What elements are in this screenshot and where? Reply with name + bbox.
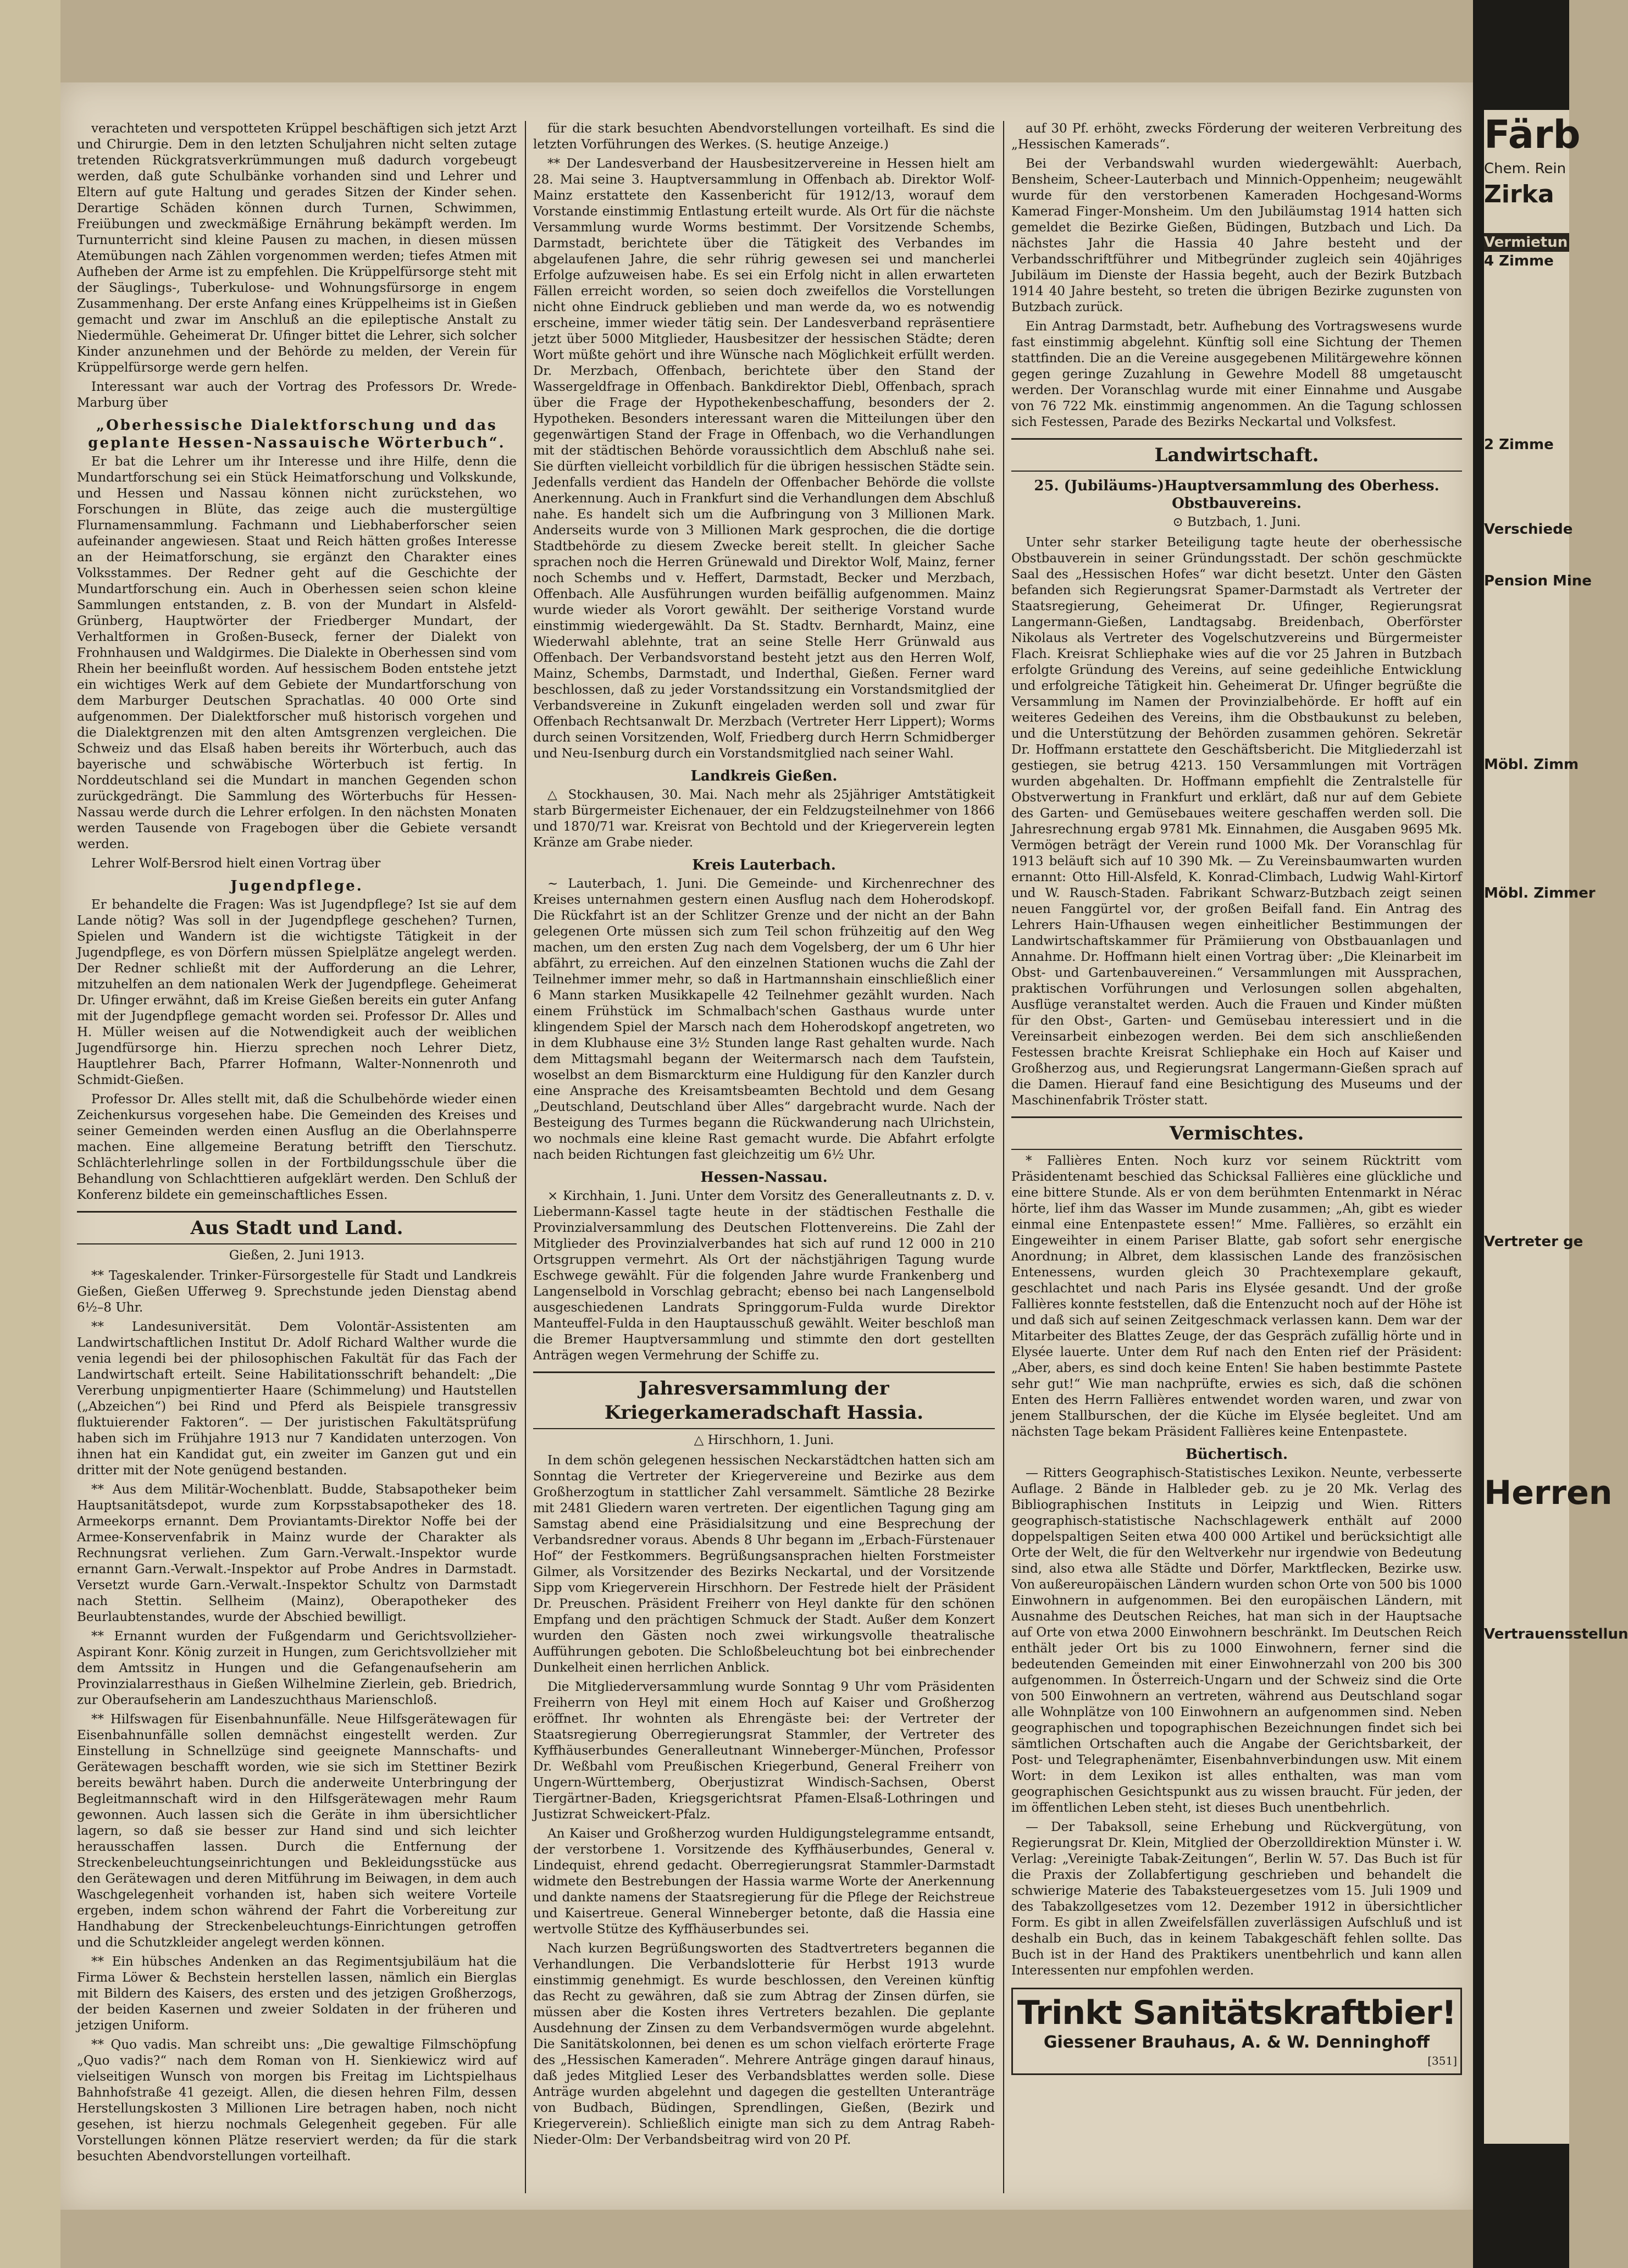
paragraph: * Fallières Enten. Noch kurz vor seinem Rücktritt vom Präsidentenamt beschied das Schicksal Fallières eine glückliche und eine bittere Stunde. Als er von dem berühmten Entenmarkt in Nérac hörte, lief ihm das Wasser im Munde zusammen; „Ah, gibt es wieder einmal eine Entenpastete essen!“ Mme. Fallières, so erzählt ein Eingeweihter in einem Pariser Blatte, gab sofort sehr energische Anordnung; in Albret, dem klassischen Lande des französischen Entenessens, wurden gleich 30 Prachtexemplare gekauft, geschlachtet und nach Paris ins Elysée gesandt. Und der große Fallières konnte feststellen, daß die Entenzucht noch auf der Höhe ist und daß sich auf seinen Zeitgeschmack verlassen kann. Dem war der Mitarbeiter des Blattes Zeuge, der das Gespräch zufällig hörte und in Elysée lauerte. Unter dem Ruf nach den Enten rief der Präsident: „Aber, abers, es sind doch keine Enten! Sie haben bestimmte Pastete sehr gut!“ Wie man nachprüfte, erwies es sich, daß die schönen Enten des Herrn Fallières entwendet worden waren, und zwar von jenem Stallburschen, der die Küche im Elysée begleitet. Und am nächsten Tage bekam Präsident Fallières keine Entenpastete.	[1011, 1154, 1462, 1439]
paragraph: Bei der Verbandswahl wurden wiedergewählt: Auerbach, Bensheim, Scheer-Lauterbach und Minnich-Oppenheim; neugewählt wurde für den verstorbenen Kameraden Hochgesand-Worms Kamerad Finger-Monsheim. Um den Jubiläumstag 1914 hatten sich gemeldet die Bezirke Gießen, Büdingen, Butzbach und Lich. Da nächstes Jahr die Hassia 40 Jahre besteht und der Verbandsschriftführer und Mitbegründer zugleich sein 40jähriges Jubiläum im Dienste der Hassia begeht, auch der Bezirk Butzbach 1914 40 Jahre besteht, so treten die übrigen Bezirke zugunsten von Butzbach zurück.	[1011, 157, 1462, 314]
paragraph: auf 30 Pf. erhöht, zwecks Förderung der weiteren Verbreitung des „Hessischen Kamerads“.	[1011, 121, 1462, 152]
topic-title: Jugendpflege.	[230, 878, 363, 894]
section-heading: Jahresversammlung der Kriegerkameradschaft Hassia.	[533, 1371, 995, 1429]
fragment-line: Färb	[1484, 112, 1581, 157]
next-page-fragment	[1484, 110, 1628, 2144]
column-1	[77, 121, 517, 2199]
fragment-line: Vertreter ge	[1484, 1233, 1583, 1250]
paragraph: Professor Dr. Alles stellt mit, daß die Schulbehörde wieder einen Zeichenkursus vorgesehen habe. Die Gemeinden des Kreises und seiner Gemeinden werden einen Ausflug an die Oberlahnsperre machen. Eine allgemeine Beratung betrifft den Tierschutz. Schlächterlehrlinge sollen in der Fortbildungsschule über die Behandlung von Schlachttieren aufgeklärt werden. Den Schluß der Konferenz bildete ein gemeinschaftliches Essen.	[77, 1092, 517, 1202]
paragraph: Interessant war auch der Vortrag des Professors Dr. Wrede-Marburg über	[77, 380, 517, 410]
fragment-line: Vermietun	[1484, 233, 1569, 252]
fragment-line: Vertrauensstellun	[1484, 1626, 1628, 1642]
fragment-line: Pension Mine	[1484, 573, 1592, 589]
paragraph: ** Tageskalender. Trinker-Fürsorgestelle für Stadt und Landkreis Gießen, Gießen Ufferweg 9. Sprechstunde jeden Dienstag abend 6½–8 Uhr.	[77, 1269, 517, 1315]
paragraph: — Ritters Geographisch-Statistisches Lexikon. Neunte, verbesserte Auflage. 2 Bände in Halbleder geb. zu je 20 Mk. Verlag des Bibliographischen Instituts in Leipzig und Wien. Ritters geographisch-statistische Nachschlagewerk enthält auf 2000 doppelspaltigen Seiten etwa 400 000 Artikel und berücksichtigt alle Orte der Welt, die für den Weltverkehr nur irgendwie von Bedeutung sind, also etwa alle Städte und Dörfer, Marktflecken, Bezirke usw. Von außereuropäischen Ländern wurden schon Orte von 500 bis 1000 Einwohnern in aufgenommen. Bei den europäischen Ländern, mit Ausnahme des Deutschen Reiches, hat man sich in der Hauptsache auf Orte von etwa 2000 Einwohnern beschränkt. Im Deutschen Reich enthält jeder Ort bis zu 1000 Einwohnern, ferner sind die bedeutenden Gemeinden mit einer Einwohnerzahl von 200 bis 300 aufgenommen. In Österreich-Ungarn und der Schweiz sind die Orte von 500 Einwohnern an vertreten, während aus Deutschland sogar alle Wohnplätze von 100 Einwohnern an aufgenommen sind. Neben geographischen und topographischen Bezeichnungen findet sich bei sämtlichen Ortschaften auch die Angabe der Gerichtsbarkeit, der Post- und Telegraphenämter, Eisenbahnverbindungen usw. Mit einem Wort: in dem Lexikon ist alles enthalten, was man vom geographischen Gesichtspunkt aus zu wissen braucht. Für jeden, der im öffentlichen Leben steht, ist dieses Buch unentbehrlich.	[1011, 1466, 1462, 1815]
region-heading: Landkreis Gießen.	[690, 768, 838, 784]
fragment-line: Möbl. Zimm	[1484, 756, 1579, 773]
paragraph: An Kaiser und Großherzog wurden Huldigungstelegramme entsandt, der verstorbene 1. Vorsitzende des Kyffhäuserbundes, General v. Lindequist, ehrend gedacht. Oberregierungsrat Stammler-Darmstadt widmete den Bestrebungen der Hassia warme Worte der Anerkennung und dankte namens der Staatsregierung für die Pflege der Reichstreue und Kaisertreue. General Winneberger betonte, daß die Hassia eine wertvolle Stütze des Kyffhäuserbundes sei.	[533, 1827, 995, 1937]
fragment-line: Möbl. Zimmer	[1484, 885, 1596, 901]
fragment-line: 4 Zimme	[1484, 253, 1554, 269]
paragraph: Er behandelte die Fragen: Was ist Jugendpflege? Ist sie auf dem Lande nötig? Was soll in der Jugendpflege geschehen? Turnen, Spielen und Wandern ist die wichtigste Tätigkeit in der Jugendpflege, es von Dörfern müssen Spielplätze angelegt werden. Der Redner schließt mit der Aufforderung an die Lehrer, mitzuhelfen an dem nationalen Werk der Jugendpflege. Geheimerat Dr. Ufinger erwähnt, daß im Kreise Gießen bereits ein guter Anfang mit der Jugendpflege gemacht worden sei. Professor Dr. Alles und H. Müller weisen auf die Notwendigkeit auch der weiblichen Jugendfürsorge hin. Hierzu sprechen noch Lehrer Dietz, Hauptlehrer Bach, Pfarrer Hofmann, Walter-Nonnenroth und Schmidt-Gießen.	[77, 898, 517, 1087]
paragraph: Unter sehr starker Beteiligung tagte heute der oberhessische Obstbauverein in seiner Gründungsstadt. Der schön geschmückte Saal des „Hessischen Hofes“ war dicht besetzt. Unter den Gästen befanden sich Regierungsrat Spamer-Darmstadt als Vertreter der Staatsregierung, Geheimerat Dr. Ufinger, Regierungsrat Langermann-Gießen, Landtagsabg. Breidenbach, Oberförster Nikolaus als Vertreter des Vogelschutzvereins und Bürgermeister Flach. Kreisrat Schliephake wies auf die vor 25 Jahren in Butzbach erfolgte Gründung des Vereins, auf seine gedeihliche Entwicklung und erfolgreiche Tätigkeit hin. Geheimerat Dr. Ufinger begrüßte die Versammlung im Namen der Provinzialbehörde. Er hofft auf ein weiteres Gedeihen des Vereins, ihm die Obstbaukunst zu beleben, und die Unterstützung der Behörden zusammen gehören. Sekretär Dr. Hoffmann erstattete den Geschäftsbericht. Die Mitgliederzahl ist gestiegen, sie betrug 4213. 150 Versammlungen mit Vorträgen wurden abgehalten. Dr. Hoffmann empfiehlt die Zentralstelle für Obstverwertung in Frankfurt und erklärt, daß nur auf dem Gebiete des Garten- und Gemüsebaues weitere geschaffen werden soll. Die Jahresrechnung ergab 9781 Mk. Einnahmen, die Ausgaben 9695 Mk. Vermögen beträgt der Verein rund 1000 Mk. Der Voranschlag für 1913 beläuft sich auf 10 390 Mk. — Zu Vereinsbaumwarten wurden ernannt: Otto Hill-Alsfeld, K. Konrad-Climbach, Ludwig Wahl-Kirtorf und W. Rausch-Staden. Fabrikant Schwarz-Butzbach zeigt seinen neuen Fanggürtel vor, der großen Beifall fand. Ein Antrag des Lehrers Hain-Ufhausen wegen einheitlicher Bestimmungen der Landwirtschaftskammer für Prämiierung von Obstbauanlagen und Annahme. Dr. Hoffmann hielt einen Vortrag über: „Die Kleinarbeit im Obst- und Gartenbauvereinen.“ Versammlungen mit Aussprachen, praktischen Vorführungen und Verlosungen sollen abgehalten, Ausflüge veranstaltet werden. Auch die Frauen und Kinder müßten für den Obst-, Garten- und Gemüsebau interessiert und in die Vereinsarbeit einbezogen werden. Bei dem sich anschließenden Festessen brachte Kreisrat Schliephake ein Hoch auf Kaiser und Großherzog aus, und Regierungsrat Langermann-Gießen sprach auf die Damen. Hierauf fand eine Besichtigung des Museums und der Maschinenfabrik Tröster statt.	[1011, 535, 1462, 1108]
paragraph: ** Ein hübsches Andenken an das Regimentsjubiläum hat die Firma Löwer & Bechstein herstellen lassen, nämlich ein Bierglas mit Bildern des Kaisers, des ersten und des jetzigen Großherzogs, der beiden Kasernen und zweier Soldaten in der früheren und jetzigen Uniform.	[77, 1955, 517, 2033]
section-heading: Vermischtes.	[1011, 1116, 1462, 1150]
paragraph: Er bat die Lehrer um ihr Interesse und ihre Hilfe, denn die Mundartforschung sei ein Stück Heimatforschung und Volkskunde, und Hessen und Nassau können nicht zurückstehen, wo Forschungen in Blüte, das zeige auch die mustergültige Flurnamensammlung. Fachmann und Liebhaberforscher seien aufeinander angewiesen. Staat und Reich hätten großes Interesse an der Heimatforschung, sie ergänzt den Charakter eines Volksstammes. Der Redner geht auf die Geschichte der Mundartforschung ein. Auch in Oberhessen seien schon kleine Sammlungen entstanden, z. B. von der Mundart in Alsfeld-Grünberg, Hauptwörter der Friedberger Mundart, der Verhaltformen in Großen-Buseck, ferner der Dialekt von Frohnhausen und Waldgirmes. Die Dialekte in Oberhessen sind vom Rhein her beeinflußt worden. Auf hessischem Boden entstehe jetzt ein wichtiges Werk auf dem Gebiete der Mundartforschung von dem Marburger Deutschen Sprachatlas. 40 000 Orte sind aufgenommen. Der Dialektforscher muß historisch vorgehen und die Dialektgrenzen mit den alten Amtsgrenzen vergleichen. Die Schweiz und das Elsaß haben bereits ihr Wörterbuch, auch das bayerische und schwäbische Wörterbuch ist fertig. In Norddeutschland sei die Mundart in manchen Gegenden schon zurückgedrängt. Die Sammlung des Wörterbuchs für Hessen-Nassau werde durch die Lehrer erfolgen. In den nächsten Monaten werden Tausende von Fragebogen über die Gebiete versandt werden.	[77, 455, 517, 851]
paragraph: × Kirchhain, 1. Juni. Unter dem Vorsitz des Generalleutnants z. D. v. Liebermann-Kassel tagte heute in der städtischen Festhalle die Provinzialversammlung des Deutschen Flottenvereins. Die Zahl der Mitglieder des Provinzialverbandes hat sich auf rund 12 000 in 210 Ortsgruppen vermehrt. Als Ort der nächstjährigen Tagung wurde Eschwege gewählt. Für die folgenden Jahre wurde Frankenberg und Langenselbold in Vorschlag gebracht; ebenso bei nach Langenselbold ausgeschiedenen Landrats Springgorum-Fulda wurde Direktor Manteuffel-Fulda in den Hauptausschuß gewählt. Weiter beschloß man die Bremer Hauptversammlung und stimmte den dort gestellten Anträgen wegen Vermehrung der Schiffe zu.	[533, 1189, 995, 1363]
paragraph: Nach kurzen Begrüßungsworten des Stadtvertreters begannen die Verhandlungen. Die Verbandslotterie für Herbst 1913 wurde einstimmig genehmigt. Es wurde beschlossen, den Vereinen künftig das Recht zu gewähren, daß sie zum Abtrag der Zinsen dürfen, sie müssen aber die Kosten ihres Vertreters bezahlen. Die geplante Ausdehnung der Zinsen zu dem Verbandsvermögen wurde abgelehnt. Die Sanitätskolonnen, bei denen es um schon vielfach erörterte Frage des „Hessischen Kameraden“. Mehrere Anträge gingen darauf hinaus, daß jedes Mitglied Leser des Verbandsblattes werden solle. Diese Anträge wurden abgelehnt und dagegen die gestellten Unteranträge von Budbach, Büdingen, Sprendlingen, Gießen, (Bezirk und Kriegerverein). Schließlich einigte man sich zu dem Antrag Rabeh-Nieder-Olm: Der Verbandsbeitrag wird von 20 Pf.	[533, 1941, 995, 2147]
section-subheading: Büchertisch.	[1185, 1446, 1288, 1463]
paragraph: ** Landesuniversität. Dem Volontär-Assistenten am Landwirtschaftlichen Institut Dr. Adolf Richard Walther wurde die venia legendi bei der philosophischen Fakultät für das Fach der Landwirtschaft erteilt. Seine Habilitationsschrift behandelt: „Die Vererbung unpigmentierter Haare (Schimmelung) und Hautstellen („Abzeichen“) bei Rind und Pferd als Beispiele transgressiv fluktuierender Faktoren“. — Der juristischen Fakultätsprüfung haben sich im Frühjahre 1913 nur 7 Kandidaten unterzogen. Von ihnen hat ein Kandidat gut, ein zweiter im Ganzen gut und ein dritter mit der Note genügend bestanden.	[77, 1320, 517, 1478]
topic-title: „Oberhessische Dialektforschung und das geplante Hessen-Nassauische Wörterbuch“.	[88, 417, 506, 451]
newspaper-page	[60, 82, 1473, 2210]
column-2	[533, 121, 995, 2199]
ad-brewery: Giessener Brauhaus, A. & W. Denninghoff	[1043, 2033, 1430, 2052]
column-rule	[525, 121, 526, 2193]
fragment-line: Verschiede	[1484, 521, 1573, 538]
paragraph: ** Der Landesverband der Hausbesitzervereine in Hessen hielt am 28. Mai seine 3. Hauptversammlung in Offenbach ab. Direktor Wolf-Mainz erstattete den Kassenbericht für 1912/13, worauf dem Vorstande einstimmig Entlastung erteilt wurde. Als Ort für die nächste Versammlung wurde Worms bestimmt. Der Vorsitzende Schembs, Darmstadt, berichtete über die Tätigkeit des Verbandes im abgelaufenen Jahre, die sehr rührig gewesen sei und mancherlei Erfolge aufzuweisen habe. Es sei ein Erfolg nicht in allen erwarteten Fällen erreicht worden, so seien doch zweifellos die Vorstellungen nicht ohne Eindruck geblieben und man werde da, wo es notwendig erscheine, immer wieder tätig sein. Der Landesverband repräsentiere jetzt über 5000 Mitglieder, Hausbesitzer der hessischen Städte; deren Wort müßte gehört und ihre Wünsche nach Möglichkeit erfüllt werden. Dr. Merzbach, Offenbach, berichtete über den Stand der Wassergeldfrage in Offenbach. Bankdirektor Diebl, Offenbach, sprach über die Frage der Hypothekenbeschaffung, besonders der 2. Hypotheken. Besonders interessant waren die Mitteilungen über den gegenwärtigen Stand der Frage in Offenbach, wo die Verhandlungen mit der städtischen Behörde voraussichtlich dem Abschluß nahe sei. Sie dürften vielleicht vorbildlich für die übrigen hessischen Städte sein. Jedenfalls verdient das Handeln der Offenbacher Behörde die vollste Anerkennung. Auch in Frankfurt sind die Verhandlungen dem Abschluß nahe. Es handelt sich um die Aufbringung von 3 Millionen Mark. Anderseits wurde von 3 Millionen Mark gesprochen, die die dortige Stadtbehörde zu diesem Zwecke bereit stellt. In gleicher Sache sprachen noch die Herren Grünewald und Direktor Wolf, Mainz, ferner noch Schembs und v. Heffert, Darmstadt, Becker und Merzbach, Offenbach. Alle Ausführungen wurden beifällig aufgenommen. Mainz wurde wieder als Vorort gewählt. Der seitherige Vorstand wurde einstimmig wiedergewählt. Da St. Stadtv. Bernhardt, Mainz, eine Wiederwahl ablehnte, trat an seine Stelle Herr Grünwald aus Offenbach. Der Verbandsvorstand besteht jetzt aus den Herren Wolf, Mainz, Schembs, Darmstadt, und Inderthal, Gießen. Ferner ward beschlossen, daß zu jeder Vorstandssitzung ein Vorstandsmitglied der Verbandsvereine in Zukunft eingeladen werden soll und zwar für Offenbach Rechtsanwalt Dr. Merzbach (Vertreter Herr Lippert); Worms durch seinen Vorsitzenden, Wolf, Friedberg durch Herrn Schmidberger und Neu-Isenburg durch ein Vorstandsmitglied nach seiner Wahl.	[533, 157, 995, 761]
paragraph: ** Aus dem Militär-Wochenblatt. Budde, Stabsapotheker beim Hauptsanitätsdepot, wurde zum Korpsstabsapotheker des 18. Armeekorps ernannt. Dem Proviantamts-Direktor Noffe bei der Armee-Konservenfabrik in Mainz wurde der Charakter als Rechnungsrat verliehen. Zum Garn.-Verwalt.-Inspektor wurde ernannt Garn.-Verwalt.-Inspektor auf Probe Andres in Darmstadt. Versetzt wurde Garn.-Verwalt.-Inspektor Schultz von Darmstadt nach Stettin. Sellheim (Mainz), Oberapotheker des Beurlaubtenstandes, wurde der Abschied bewilligt.	[77, 1483, 517, 1624]
dateline: ⊙ Butzbach, 1. Juni.	[1172, 515, 1301, 529]
paragraph: für die stark besuchten Abendvorstellungen vorteilhaft. Es sind die letzten Vorführungen des Werkes. (S. heutige Anzeige.)	[533, 121, 995, 152]
paragraph: ** Quo vadis. Man schreibt uns: „Die gewaltige Filmschöpfung „Quo vadis?“ nach dem Roman von H. Sienkiewicz wird auf vielseitigen Wunsch von morgen bis Freitag im Lichtspielhaus Bahnhofstraße 41 gezeigt. Allen, die diesen hehren Film, dessen Herstellungskosten 3 Millionen Lire betragen haben, noch nicht gesehen, ist hierzu nochmals Gelegenheit gegeben. Für alle Vorstellungen können Plätze reserviert werden; da für die stark besuchten Abendvorstellungen vorteilhaft.	[77, 2038, 517, 2164]
fragment-line: Herren	[1484, 1474, 1613, 1512]
article-title: 25. (Jubiläums-)Hauptversammlung des Oberhess. Obstbauvereins.	[1034, 478, 1439, 512]
paragraph: Die Mitgliederversammlung wurde Sonntag 9 Uhr vom Präsidenten Freiherrn von Heyl mit einem Hoch auf Kaiser und Großherzog eröffnet. Ihr wohnten als Ehrengäste bei: der Vertreter der Staatsregierung Oberregierungsrat Stammler, der Vertreter des Kyffhäuserbundes Generalleutnant Winneberger-München, Professor Dr. Weßbahl vom Preußischen Kriegerbund, General Freiherr von Ungern-Württemberg, Oberjustizrat Windisch-Sachsen, Oberst Tiergärtner-Baden, Kriegsgerichtsrat Pfamen-Elsaß-Lothringen und Justizrat Schweickert-Pfalz.	[533, 1680, 995, 1822]
section-heading: Aus Stadt und Land.	[77, 1211, 517, 1244]
paragraph: Lehrer Wolf-Bersrod hielt einen Vortrag über	[91, 856, 381, 871]
paragraph: △ Stockhausen, 30. Mai. Nach mehr als 25jähriger Amtstätigkeit starb Bürgermeister Eichenauer, der ein Feldzugsteilnehmer von 1866 und 1870/71 war. Kreisrat von Bechtold und der Kriegerverein legten Kränze am Grabe nieder.	[533, 788, 995, 850]
paragraph: ~ Lauterbach, 1. Juni. Die Gemeinde- und Kirchenrechner des Kreises unternahmen gestern einen Ausflug nach dem Hoherodskopf. Die Rückfahrt ist an der Schlitzer Grenze und der nicht an der Bahn gelegenen Orte müssen sich zum Teil schon frühzeitig auf den Weg machen, um den ersten Zug nach dem Vogelsberg, der um 6 Uhr hier abfährt, zu erreichen. Auf den einzelnen Stationen wuchs die Zahl der Teilnehmer immer mehr, so daß in Hartmannshain einschließlich einer 6 Mann starken Musikkapelle 42 Teilnehmer gezählt wurden. Nach einem Frühstück im Schmalbach'schen Gasthaus wurde unter klingendem Spiel der Marsch nach dem Hoherodskopf angetreten, wo in dem Klubhause eine 3½ Stunden lange Rast gehalten wurde. Nach dem Mittagsmahl begann der Weitermarsch nach dem Taufstein, woselbst an dem Bismarckturm eine Huldigung für den Kanzler durch eine Ansprache des Kreisamtsbeamten Bechtold und dem Gesang „Deutschland, Deutschland über Alles“ dargebracht wurde. Nach der Besteigung des Turmes begann die Rückwanderung nach Ulrichstein, wo nochmals eine kleine Rast gemacht wurde. Die Abfahrt erfolgte nach beiden Richtungen fast gleichzeitig um 6½ Uhr.	[533, 877, 995, 1162]
region-heading: Hessen-Nassau.	[700, 1169, 828, 1186]
paragraph: Ein Antrag Darmstadt, betr. Aufhebung des Vortragswesens wurde fast einstimmig abgelehnt. Künftig soll eine Sichtung der Themen stattfinden. Die an die Vereine ausgegebenen Militärgewehre können gegen geringe Zuzahlung in Gewehre Modell 88 umgetauscht werden. Der Voranschlag wurde mit einer Einnahme und Ausgabe von 76 722 Mk. einstimmig angenommen. An die Tagung schlossen sich Festessen, Parade des Bezirks Neckartal und Volksfest.	[1011, 319, 1462, 429]
paragraph: — Der Tabaksoll, seine Erhebung und Rückvergütung, von Regierungsrat Dr. Klein, Mitglied der Oberzolldirektion Münster i. W. Verlag: „Vereinigte Tabak-Zeitungen“, Berlin W. 57. Das Buch ist für die Praxis der Zollabfertigung geschrieben und behandelt die schwierige Materie des Tabaksteuergesetzes vom 15. Juli 1909 und des Tabakzollgesetzes vom 12. Dezember 1912 in übersichtlicher Form. Es gibt in allen Zweifelsfällen zuverlässigen Aufschluß und ist deshalb ein Buch, das in keinem Tabakgeschäft fehlen sollte. Das Buch ist in der Hand des Praktikers unentbehrlich und kann allen Interessenten nur empfohlen werden.	[1011, 1820, 1462, 1978]
dateline: △ Hirschhorn, 1. Juni.	[694, 1433, 834, 1447]
paragraph: verachteten und verspotteten Krüppel beschäftigen sich jetzt Arzt und Chirurgie. Dem in den letzten Schuljahren nicht selten zutage tretenden Rückgratsverkrümmungen muß dadurch vorgebeugt werden, daß gute Schulbänke vorhanden sind und Lehrer und Eltern auf gute Haltung und gerades Sitzen der Kinder sehen. Derartige Schäden können durch Turnen, Schwimmen, Freiübungen und zweckmäßige Ernährung bekämpft werden. Im Turnunterricht sind kleine Pausen zu machen, in diesen müssen Atemübungen nach Zählen vorgenommen werden; tiefes Atmen mit Aufheben der Arme ist zu empfehlen. Die Krüppelfürsorge steht mit der Säuglings-, Tuberkulose- und Wohnungsfürsorge in engem Zusammenhang. Der erste Anfang eines Krüppelheims ist in Gießen gemacht und zwar im Anschluß an die epileptische Anstalt zu Niedermühle. Geheimerat Dr. Ufinger bittet die Lehrer, sich solcher Kinder anzunehmen und der Behörde zu melden, der Verein für Krüppelfürsorge werde gern helfen.	[77, 121, 517, 375]
fragment-line: Zirka	[1484, 180, 1554, 208]
ad-number: [351]	[1427, 2054, 1457, 2067]
advertisement	[1011, 1988, 1462, 2075]
dateline: Gießen, 2. Juni 1913.	[229, 1248, 365, 1263]
paragraph: In dem schön gelegenen hessischen Neckarstädtchen hatten sich am Sonntag die Vertreter der Kriegervereine und Bezirke aus dem Großherzogtum in stattlicher Zahl versammelt. Sämtliche 28 Bezirke mit 2481 Gliedern waren vertreten. Der eigentlichen Tagung ging am Samstag abend eine Präsidialsitzung und eine Besprechung der Verbandsredner voraus. Abends 8 Uhr begann im „Erbach-Fürstenauer Hof“ der Festkommers. Begrüßungsansprachen hielten Forstmeister Gilmer, als Vorsitzender des Bezirks Neckartal, und der Vorsitzende Sipp vom Kriegerverein Hirschhorn. Der Festrede hielt der Präsident Dr. Preuschen. Präsident Freiherr von Heyl dankte für den schönen Empfang und den prächtigen Schmuck der Stadt. Außer dem Konzert wurden den Gästen noch zwei wirkungsvolle theatralische Aufführungen geboten. Die Schloßbeleuchtung bot bei einbrechender Dunkelheit einen herrlichen Anblick.	[533, 1453, 995, 1675]
paragraph: ** Hilfswagen für Eisenbahnunfälle. Neue Hilfsgerätewagen für Eisenbahnunfälle sollen demnächst eingestellt werden. Zur Einstellung in Schnellzüge sind geeignete Mannschafts- und Gerätewagen beschafft worden, wie sie sich im Stettiner Bezirk bereits bewährt haben. Durch die anderweite Unterbringung der Begleitmannschaft wird in den Hilfsgerätewagen mehr Raum gewonnen. Auch lassen sich die Geräte in ihm übersichtlicher lagern, so daß sie besser zur Hand sind und sich leichter herausschaffen lassen. Durch die Entfernung der Streckenbeleuchtungseinrichtungen und Bekleidungsstücke aus den Gerätewagen und deren Mitführung im Beiwagen, in dem auch Waschgelegenheit vorhanden ist, haben sich weitere Vorteile ergeben, indem schon während der Fahrt die Vorbereitung zur Handhabung der Streckenbeleuchtungs-Einrichtungen getroffen und die Schutzkleider angelegt werden können.	[77, 1712, 517, 1950]
column-3	[1011, 121, 1462, 2199]
region-heading: Kreis Lauterbach.	[692, 857, 836, 873]
left-page-edge	[0, 0, 60, 2268]
section-heading: Landwirtschaft.	[1011, 438, 1462, 472]
ad-headline: Trinkt Sanitätskraftbier!	[1017, 1994, 1457, 2032]
fragment-line: Chem. Rein	[1484, 161, 1566, 177]
paragraph: ** Ernannt wurden der Fußgendarm und Gerichtsvollzieher-Aspirant Konr. König zurzeit in Hungen, zum Gerichtsvollzieher mit dem Amtssitz in Hungen und die Gefangenaufseherin am Provinzialarresthaus in Gießen Wilhelmine Zierlein, geb. Briedrich, zur Oberaufseherin am Landeszuchthaus Marienschloß.	[77, 1629, 517, 1707]
fragment-line: 2 Zimme	[1484, 436, 1554, 453]
column-rule	[1003, 121, 1004, 2193]
